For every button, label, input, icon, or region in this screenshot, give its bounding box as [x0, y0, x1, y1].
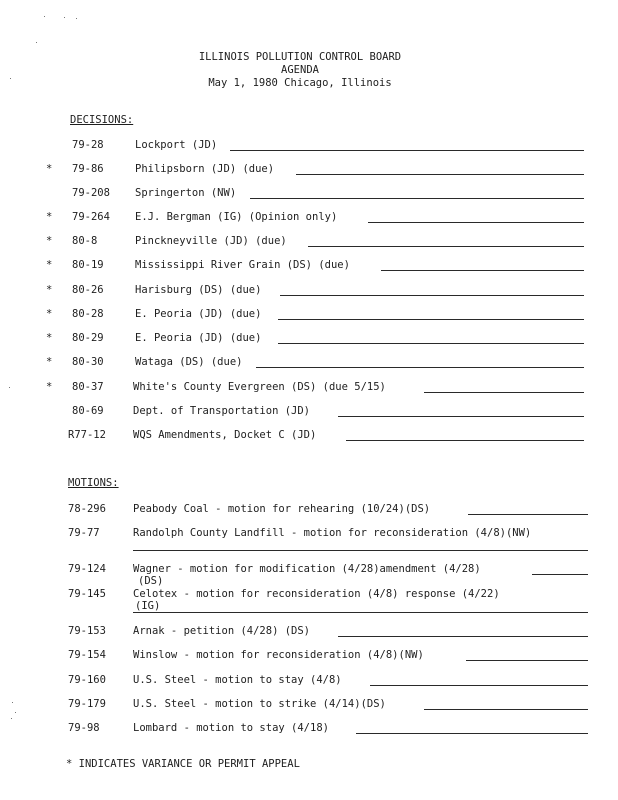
variance-marker: *	[46, 211, 53, 223]
blank-line	[308, 246, 584, 247]
blank-line	[338, 416, 584, 417]
decisions-heading: DECISIONS:	[70, 114, 134, 126]
scan-speck	[11, 718, 12, 719]
docket-number: 80-29	[72, 332, 104, 344]
blank-line	[230, 150, 584, 151]
blank-line	[381, 270, 584, 271]
variance-marker: *	[46, 332, 53, 344]
scan-speck	[64, 17, 65, 18]
decision-item-text: Dept. of Transportation (JD)	[133, 405, 311, 417]
docket-number: 79-179	[68, 698, 106, 710]
blank-line	[250, 198, 584, 199]
blank-line	[356, 733, 588, 734]
motion-item-text: Peabody Coal - motion for rehearing (10/24)(DS)	[133, 503, 431, 515]
motions-heading: MOTIONS:	[68, 477, 119, 489]
blank-line	[133, 612, 588, 613]
docket-number: 80-8	[72, 235, 98, 247]
motion-item-text: Arnak - petition (4/28) (DS)	[133, 625, 311, 637]
motion-item-text: Lombard - motion to stay (4/18)	[133, 722, 329, 734]
docket-number: R77-12	[68, 429, 106, 441]
motion-item-text: Wagner - motion for modification (4/28)amendment (4/28)	[133, 563, 481, 575]
decision-item-text: E. Peoria (JD) (due)	[135, 332, 262, 344]
docket-number: 78-296	[68, 503, 106, 515]
docket-number: 79-160	[68, 674, 106, 686]
decision-item-text: Mississippi River Grain (DS) (due)	[135, 259, 350, 271]
motion-item-text: U.S. Steel - motion to strike (4/14)(DS)	[133, 698, 386, 710]
docket-number: 79-154	[68, 649, 106, 661]
decision-item-text: E.J. Bergman (IG) (Opinion only)	[135, 211, 338, 223]
blank-line	[468, 514, 588, 515]
variance-marker: *	[46, 259, 53, 271]
docket-number: 79-145	[68, 588, 106, 600]
blank-line	[346, 440, 584, 441]
scan-speck	[10, 78, 11, 79]
meeting-date-place: May 1, 1980 Chicago, Illinois	[208, 77, 392, 89]
variance-marker: *	[46, 284, 53, 296]
docket-number: 80-69	[72, 405, 104, 417]
docket-number: 79-153	[68, 625, 106, 637]
scan-speck	[44, 16, 45, 17]
docket-number: 79-124	[68, 563, 106, 575]
blank-line	[278, 319, 584, 320]
blank-line	[280, 295, 584, 296]
docket-number: 79-86	[72, 163, 104, 175]
variance-marker: *	[46, 356, 53, 368]
blank-line	[424, 709, 588, 710]
scan-speck	[76, 18, 77, 19]
decision-item-text: Philipsborn (JD) (due)	[135, 163, 275, 175]
decision-item-text: Springerton (NW)	[135, 187, 237, 199]
docket-number: 80-19	[72, 259, 104, 271]
scan-speck	[9, 387, 10, 388]
blank-line	[338, 636, 588, 637]
motion-item-text: U.S. Steel - motion to stay (4/8)	[133, 674, 342, 686]
variance-marker: *	[46, 381, 53, 393]
decision-item-text: Harisburg (DS) (due)	[135, 284, 262, 296]
variance-marker: *	[46, 235, 53, 247]
motion-item-continuation: (IG)	[135, 600, 161, 612]
board-title: ILLINOIS POLLUTION CONTROL BOARD	[198, 51, 402, 63]
variance-marker: *	[46, 308, 53, 320]
docket-number: 80-28	[72, 308, 104, 320]
docket-number: 79-28	[72, 139, 104, 151]
docket-number: 80-26	[72, 284, 104, 296]
docket-number: 79-208	[72, 187, 110, 199]
docket-number: 79-77	[68, 527, 100, 539]
motion-item-continuation: (DS)	[138, 575, 164, 587]
variance-marker: *	[46, 163, 53, 175]
decision-item-text: WQS Amendments, Docket C (JD)	[133, 429, 317, 441]
scan-speck	[12, 702, 13, 703]
blank-line	[466, 660, 588, 661]
motion-item-text: Randolph County Landfill - motion for reconsideration (4/8)(NW)	[133, 527, 532, 539]
footnote: * INDICATES VARIANCE OR PERMIT APPEAL	[66, 758, 300, 770]
blank-line	[368, 222, 584, 223]
decision-item-text: Pinckneyville (JD) (due)	[135, 235, 287, 247]
decision-item-text: Lockport (JD)	[135, 139, 218, 151]
motion-item-text: Celotex - motion for reconsideration (4/8) response (4/22)	[133, 588, 500, 600]
blank-line	[532, 574, 588, 575]
blank-line	[370, 685, 588, 686]
blank-line	[133, 550, 588, 551]
docket-number: 80-30	[72, 356, 104, 368]
scan-speck	[15, 712, 16, 713]
agenda-title: AGENDA	[281, 64, 319, 76]
scan-speck	[36, 42, 37, 43]
motion-item-text: Winslow - motion for reconsideration (4/8)(NW)	[133, 649, 424, 661]
blank-line	[296, 174, 584, 175]
blank-line	[256, 367, 584, 368]
decision-item-text: Wataga (DS) (due)	[135, 356, 243, 368]
decision-item-text: White's County Evergreen (DS) (due 5/15)	[133, 381, 386, 393]
docket-number: 80-37	[72, 381, 104, 393]
blank-line	[278, 343, 584, 344]
docket-number: 79-98	[68, 722, 100, 734]
docket-number: 79-264	[72, 211, 110, 223]
blank-line	[424, 392, 584, 393]
decision-item-text: E. Peoria (JD) (due)	[135, 308, 262, 320]
